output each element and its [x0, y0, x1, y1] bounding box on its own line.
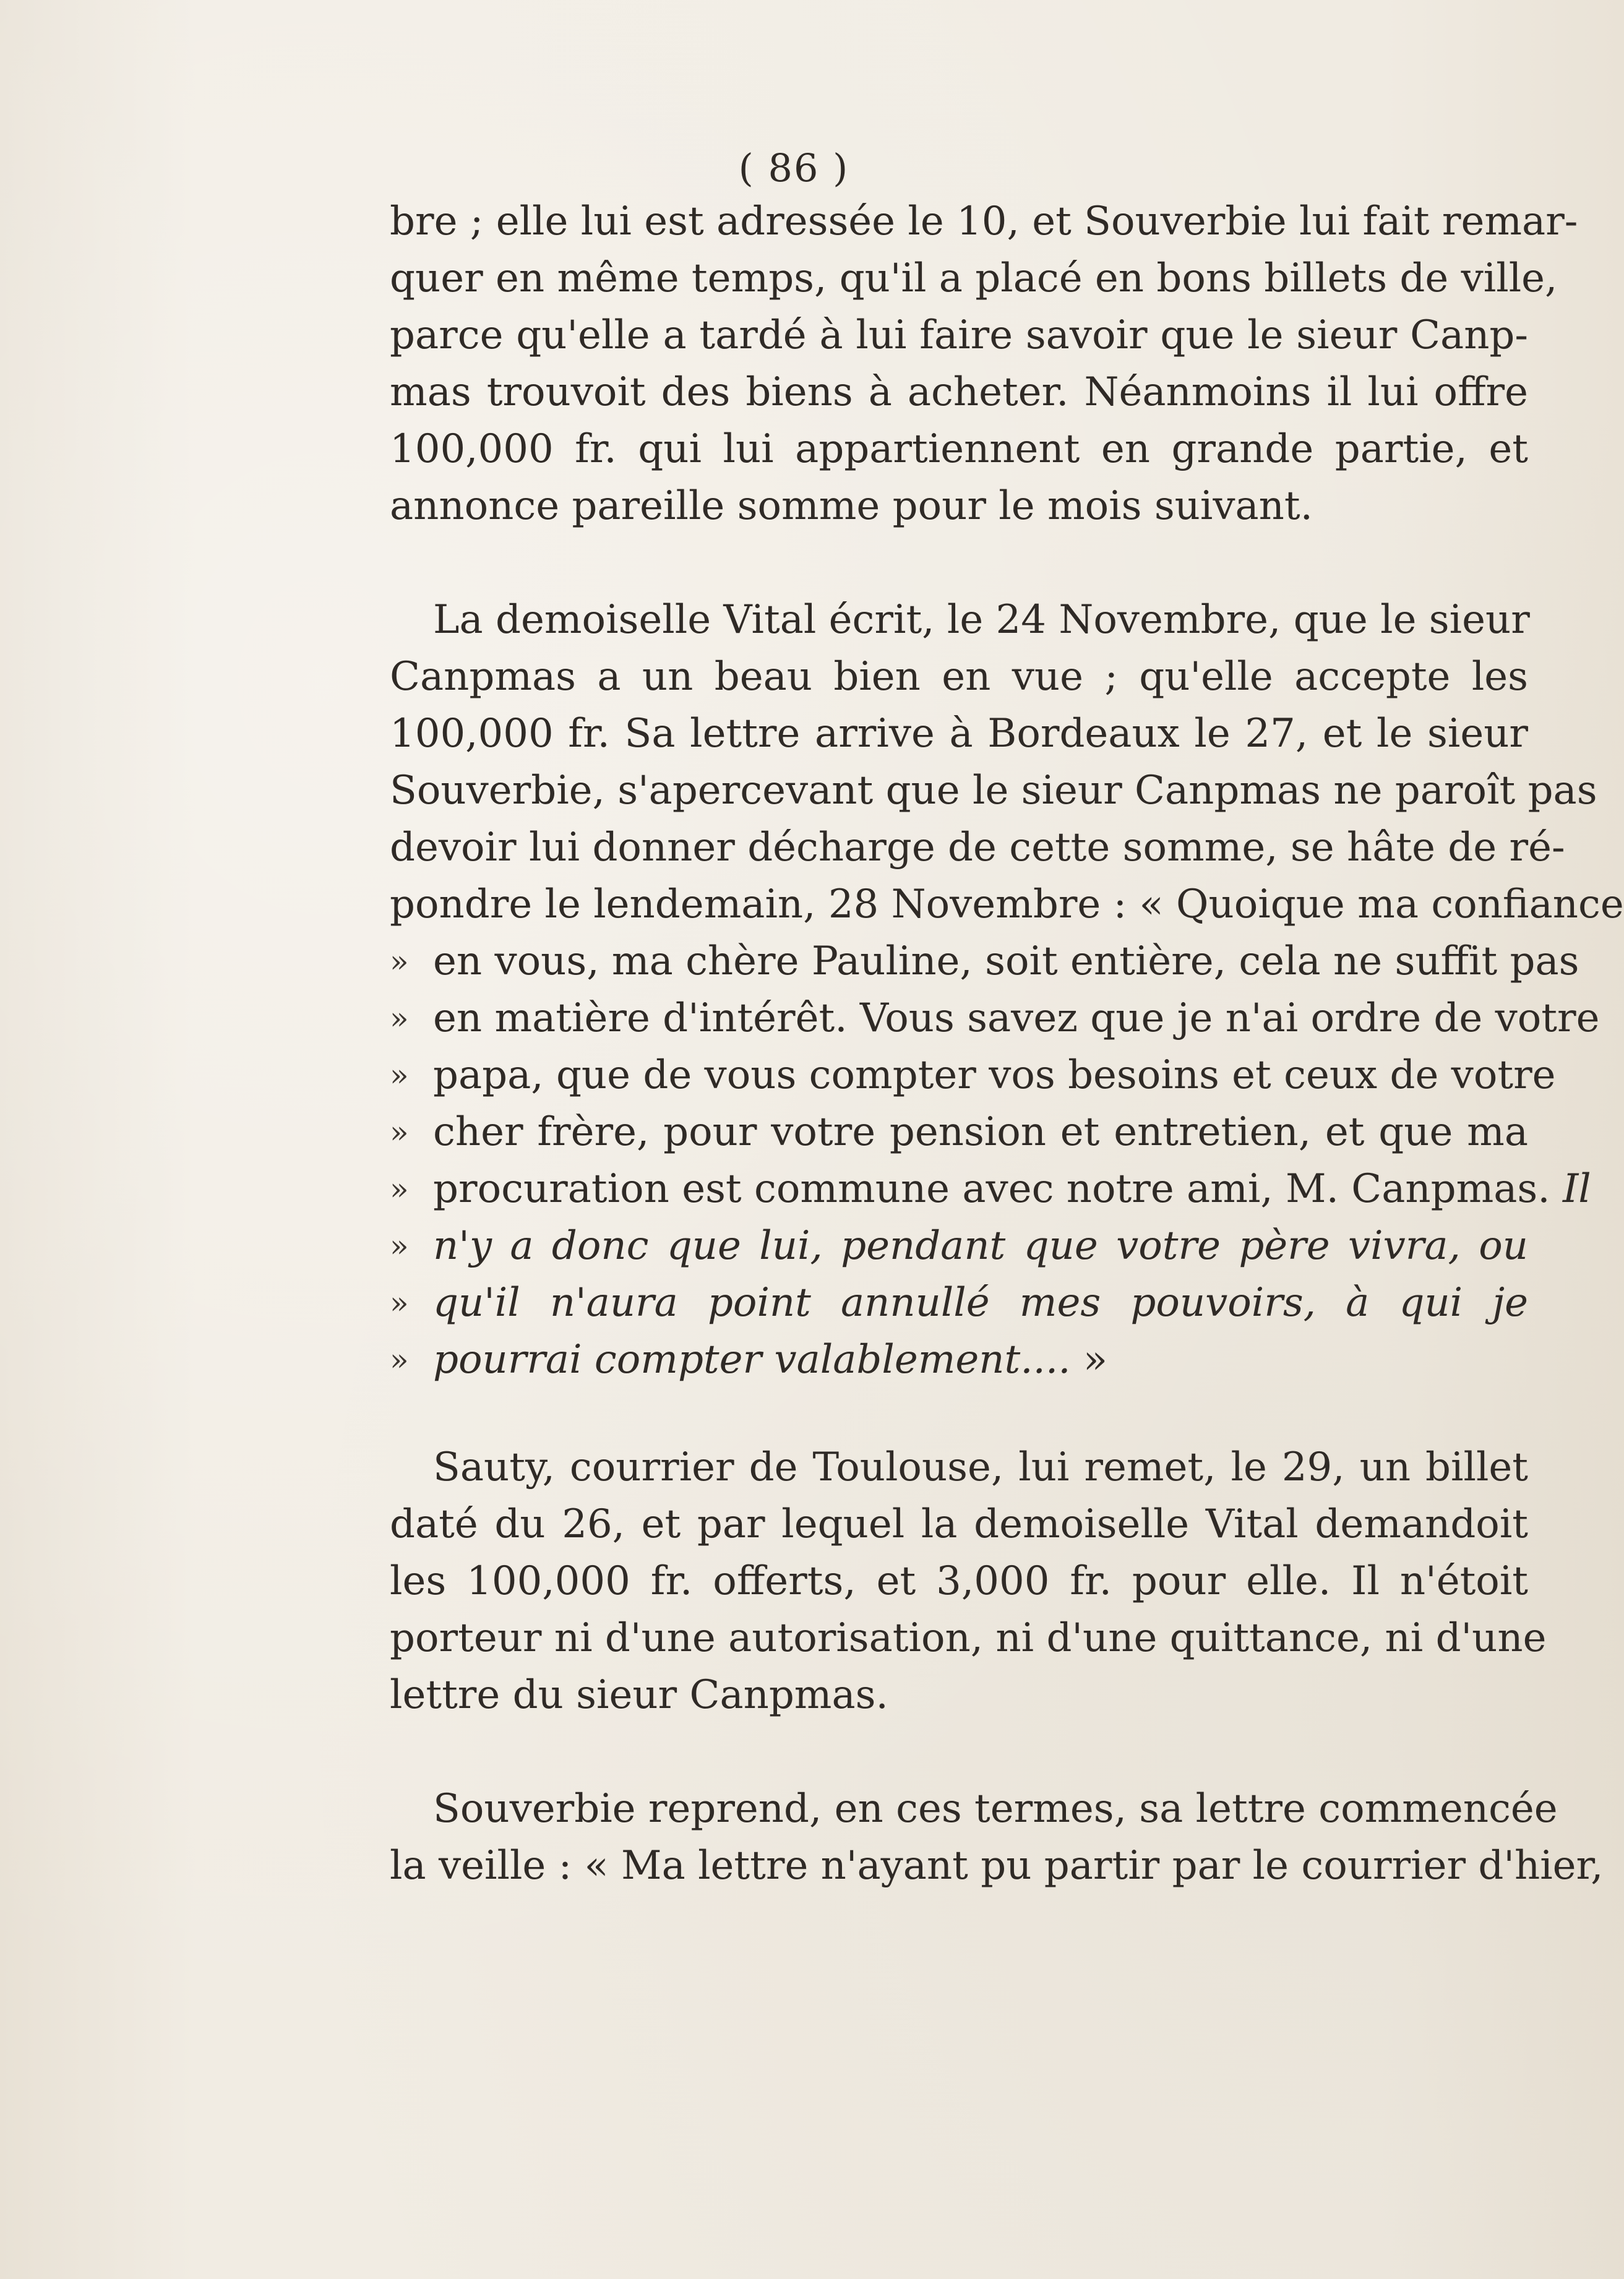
quote-line — [390, 990, 1600, 1047]
paragraph-3 — [390, 1439, 1547, 1723]
text-line: La demoiselle Vital écrit, le 24 Novembre, que le sieur — [433, 597, 1530, 643]
closing-quote: » — [1070, 1337, 1108, 1383]
quote-marker: » — [390, 1171, 409, 1207]
text-line: lettre du sieur Canpmas. — [390, 1672, 888, 1718]
quote-text-italic: Il — [1562, 1166, 1591, 1212]
text-line: Souverbie, s'apercevant que le sieur Canpmas ne paroît pas — [390, 768, 1597, 813]
quote-text: procuration est commune avec notre ami, M. Canpmas. — [433, 1166, 1563, 1212]
text-line: Sauty, courrier de Toulouse, lui remet, le 29, un billet — [433, 1444, 1528, 1490]
text-line: les 100,000 fr. offerts, et 3,000 fr. pour elle. Il n'étoit — [390, 1558, 1528, 1604]
text-line: Canpmas a un beau bien en vue ; qu'elle accepte les — [390, 654, 1528, 700]
quote-line — [390, 1331, 1528, 1388]
quote-line — [390, 1274, 1528, 1331]
quote-line — [390, 1104, 1528, 1161]
text-line: annonce pareille somme pour le mois suivant. — [390, 483, 1313, 529]
text-line: pondre le lendemain, 28 Novembre : « Quoique ma confiance — [390, 882, 1624, 927]
quote-marker: » — [390, 943, 409, 979]
text-line: parce qu'elle a tardé à lui faire savoir que le sieur Canp- — [390, 312, 1528, 358]
quote-line — [390, 1217, 1528, 1274]
text-line: mas trouvoit des biens à acheter. Néanmoins il lui offre — [390, 369, 1528, 415]
paragraph-1 — [390, 193, 1578, 534]
quote-text-italic: pourrai compter valablement.... — [433, 1337, 1071, 1383]
quote-marker: » — [390, 1057, 409, 1093]
quote-marker: » — [390, 1342, 409, 1378]
quote-line — [390, 1161, 1591, 1217]
quote-text-italic: n'y a donc que lui, pendant que votre père vivra, ou — [433, 1223, 1528, 1269]
text-line: quer en même temps, qu'il a placé en bons billets de ville, — [390, 255, 1558, 301]
quote-text: en vous, ma chère Pauline, soit entière, cela ne suffit pas — [433, 938, 1579, 984]
text-line: bre ; elle lui est adressée le 10, et Souverbie lui fait remar- — [390, 199, 1578, 244]
text-line: daté du 26, et par lequel la demoiselle Vital demandoit — [390, 1501, 1528, 1547]
quote-line — [390, 933, 1579, 990]
text-line: la veille : « Ma lettre n'ayant pu partir par le courrier d'hier, — [390, 1843, 1604, 1889]
quote-text: en matière d'intérêt. Vous savez que je n'ai ordre de votre — [433, 995, 1600, 1041]
paragraph-4 — [390, 1780, 1604, 1894]
quote-text: papa, que de vous compter vos besoins et ceux de votre — [433, 1052, 1556, 1098]
paragraph-2 — [390, 591, 1624, 1388]
text-line: porteur ni d'une autorisation, ni d'une quittance, ni d'une — [390, 1615, 1547, 1661]
quote-marker: » — [390, 1000, 409, 1036]
quote-line — [390, 1047, 1556, 1104]
quote-marker: » — [390, 1228, 409, 1264]
text-line: Souverbie reprend, en ces termes, sa lettre commencée — [433, 1786, 1558, 1832]
text-line: 100,000 fr. qui lui appartiennent en grande partie, et — [390, 426, 1528, 472]
text-line: devoir lui donner décharge de cette somme, se hâte de ré- — [390, 825, 1565, 870]
text-line: 100,000 fr. Sa lettre arrive à Bordeaux le 27, et le sieur — [390, 711, 1528, 757]
quote-marker: » — [390, 1285, 409, 1321]
quote-text-italic: qu'il n'aura point annullé mes pouvoirs, à qui je — [433, 1280, 1528, 1326]
quote-marker: » — [390, 1114, 409, 1150]
quote-text: cher frère, pour votre pension et entretien, et que ma — [433, 1109, 1528, 1155]
page-number: ( 86 ) — [738, 145, 849, 191]
